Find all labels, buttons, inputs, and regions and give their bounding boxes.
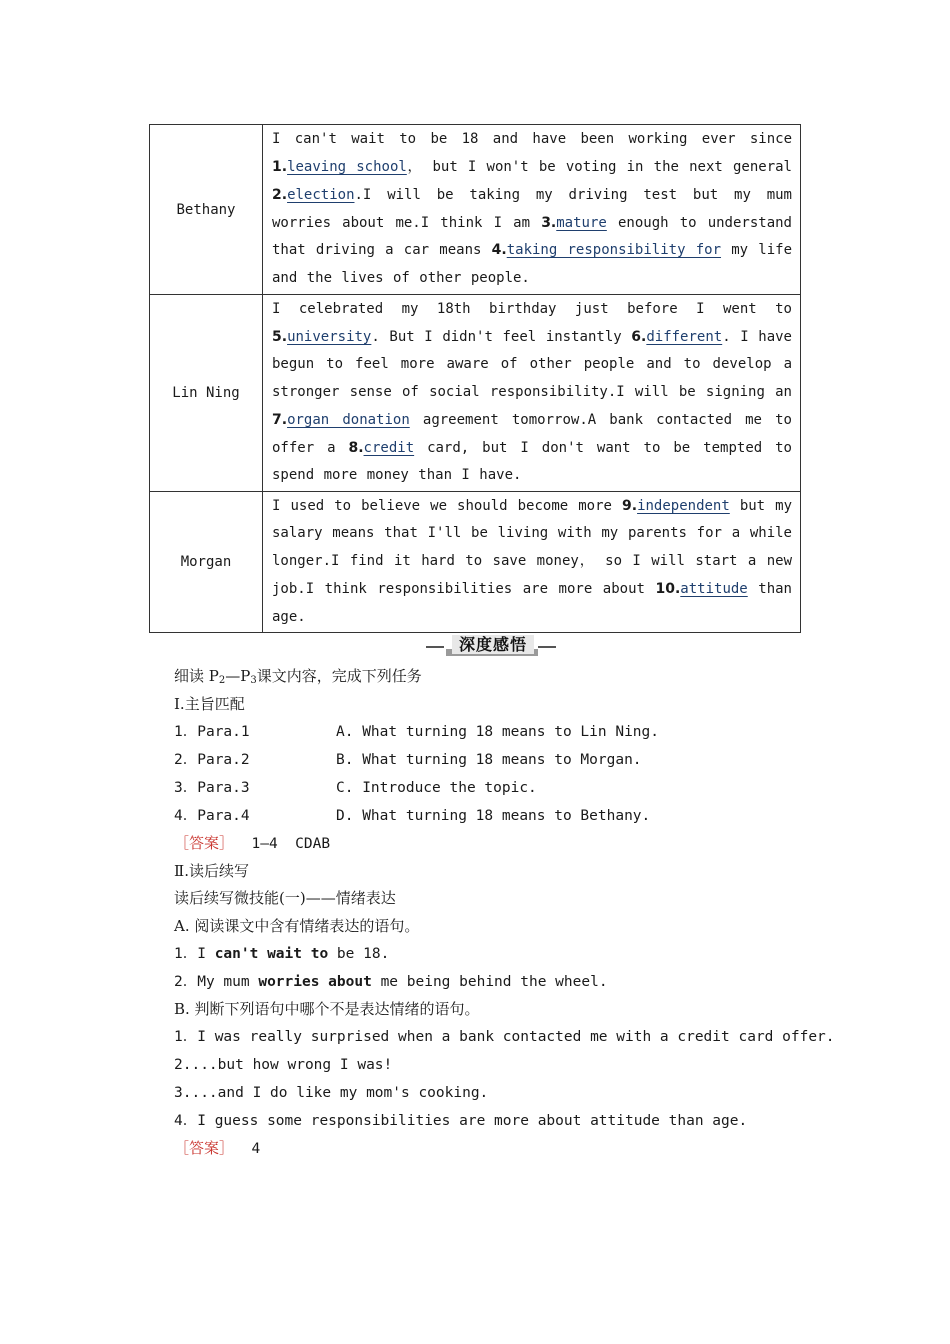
blank-number: 2. (272, 186, 288, 203)
item-para: Para.3 (197, 780, 250, 796)
person-summary (263, 125, 801, 295)
table-row (150, 492, 801, 633)
blank-number: 7. (272, 411, 288, 428)
blank-answer: independent (637, 497, 730, 514)
judge-item (174, 1027, 835, 1047)
part2-subheading: 读后续写微技能(一)——情绪表达 (174, 889, 396, 907)
match-item (174, 722, 774, 742)
summary-text: I celebrated my 18th birthday just before I went to (272, 300, 792, 317)
summary-text: than age. (272, 580, 792, 625)
blank-number: 6. (631, 328, 647, 345)
person-name: Morgan (150, 492, 263, 633)
blank-answer: attitude (680, 580, 748, 597)
blank-number: 10. (655, 580, 681, 597)
summary-text: ， but I won't be voting in the next general (406, 158, 792, 175)
blank-number: 3. (541, 214, 557, 231)
blank-number: 4. (491, 242, 507, 259)
emotion-phrase: worries about (258, 974, 372, 990)
item-number: 1． (174, 1029, 198, 1045)
match-item (174, 778, 774, 798)
item-option: D. What turning 18 means to Bethany. (336, 808, 651, 824)
intro-text: 课文内容，完成下列任务 (256, 667, 422, 685)
summary-text: agreement tomorrow.A bank contacted me to offer a (272, 411, 792, 456)
summary-text: my life and the lives of other people. (272, 242, 793, 287)
part2-a-heading: A. 阅读课文中含有情绪表达的语句。 (174, 917, 420, 935)
summary-text: .I will be taking my driving test but my mum worries about me.I think I am (272, 186, 792, 231)
item-para: Para.1 (197, 724, 250, 740)
part1-heading: Ⅰ.主旨匹配 (174, 695, 245, 713)
item-option: C. Introduce the topic. (336, 780, 537, 796)
blank-answer: election (287, 186, 355, 203)
item-text: ...but how wrong I was! (191, 1057, 393, 1073)
intro-subscript: 2 (218, 675, 226, 686)
match-item (174, 806, 774, 826)
blank-answer: leaving school (287, 158, 407, 175)
intro-subscript: 3 (250, 675, 257, 686)
judge-item (174, 1083, 488, 1103)
fill-in-table (149, 124, 801, 633)
summary-text: . But I didn't feel instantly (371, 328, 632, 345)
item-number: 3． (174, 780, 198, 796)
item-text: I was really surprised when a bank contacted me with a credit card offer. (197, 1029, 835, 1045)
blank-number: 8. (348, 439, 364, 456)
table-row (150, 125, 801, 295)
example-text: be 18. (328, 946, 390, 962)
item-number: 2． (174, 752, 198, 768)
summary-text: card, but I don't want to be tempted to spend more money than I have. (272, 439, 792, 484)
emotion-phrase: can't wait to (214, 946, 329, 962)
summary-text: but my salary means that I'll be living with my parents for a while longer.I find it hard to save money， so I will start a new job.I think responsibilities are more about (272, 497, 792, 597)
blank-number: 5. (272, 328, 288, 345)
item-number: 2． (174, 974, 198, 990)
blank-answer: organ donation (287, 411, 410, 428)
summary-text: enough to understand that driving a car means (272, 214, 792, 259)
section-banner (426, 635, 556, 657)
item-number: 2. (174, 1057, 192, 1073)
judge-item (174, 1055, 392, 1075)
item-number: 1． (174, 724, 198, 740)
answer-tag: ［答案］ (174, 1139, 235, 1157)
summary-text: . I have begun to feel more aware of other people and to develop a stronger sense of social responsibility.I will be signing an (272, 328, 792, 401)
banner-rule-right (538, 646, 556, 648)
item-para: Para.2 (197, 752, 250, 768)
item-number: 3. (174, 1085, 192, 1101)
item-para: Para.4 (197, 808, 250, 824)
part2-heading: Ⅱ.读后续写 (174, 862, 249, 880)
blank-answer: credit (363, 439, 415, 456)
part2-answer (174, 1138, 260, 1159)
task-intro (174, 666, 422, 691)
example-text: me being behind the wheel. (371, 974, 608, 990)
person-name: Bethany (150, 125, 263, 295)
item-text: I guess some responsibilities are more about attitude than age. (197, 1113, 748, 1129)
blank-answer: university (287, 328, 372, 345)
person-name: Lin Ning (150, 295, 263, 492)
answer-tag: ［答案］ (174, 834, 235, 852)
item-number: 4． (174, 1113, 198, 1129)
judge-item (174, 1111, 747, 1131)
intro-text: —P (225, 667, 251, 685)
emotion-example (174, 944, 389, 964)
banner-title: 深度感悟 (452, 635, 534, 654)
intro-text: 细读 P (174, 667, 219, 685)
summary-text: I can't wait to be 18 and have been working ever since (272, 131, 792, 148)
item-option: A. What turning 18 means to Lin Ning. (336, 724, 660, 740)
answer-value: 4 (251, 1141, 261, 1157)
emotion-example (174, 972, 608, 992)
item-number: 4． (174, 808, 198, 824)
person-summary (263, 492, 801, 633)
item-option: B. What turning 18 means to Morgan. (336, 752, 642, 768)
person-summary (263, 295, 801, 492)
blank-answer: mature (556, 214, 607, 231)
blank-answer: taking responsibility for (506, 242, 722, 259)
banner-rule-left (426, 646, 444, 648)
part1-answer (174, 833, 330, 854)
item-number: 1． (174, 946, 198, 962)
example-text: My mum (197, 974, 259, 990)
blank-number: 9. (622, 497, 638, 514)
part2-b-heading: B. 判断下列语句中哪个不是表达情绪的语句。 (174, 1000, 480, 1018)
example-text: I (197, 946, 215, 962)
blank-number: 1. (272, 158, 288, 175)
table-row (150, 295, 801, 492)
item-text: ...and I do like my mom's cooking. (191, 1085, 489, 1101)
blank-answer: different (646, 328, 723, 345)
answer-value: 1—4 CDAB (251, 836, 331, 852)
summary-text: I used to believe we should become more (272, 497, 622, 514)
match-item (174, 750, 774, 770)
